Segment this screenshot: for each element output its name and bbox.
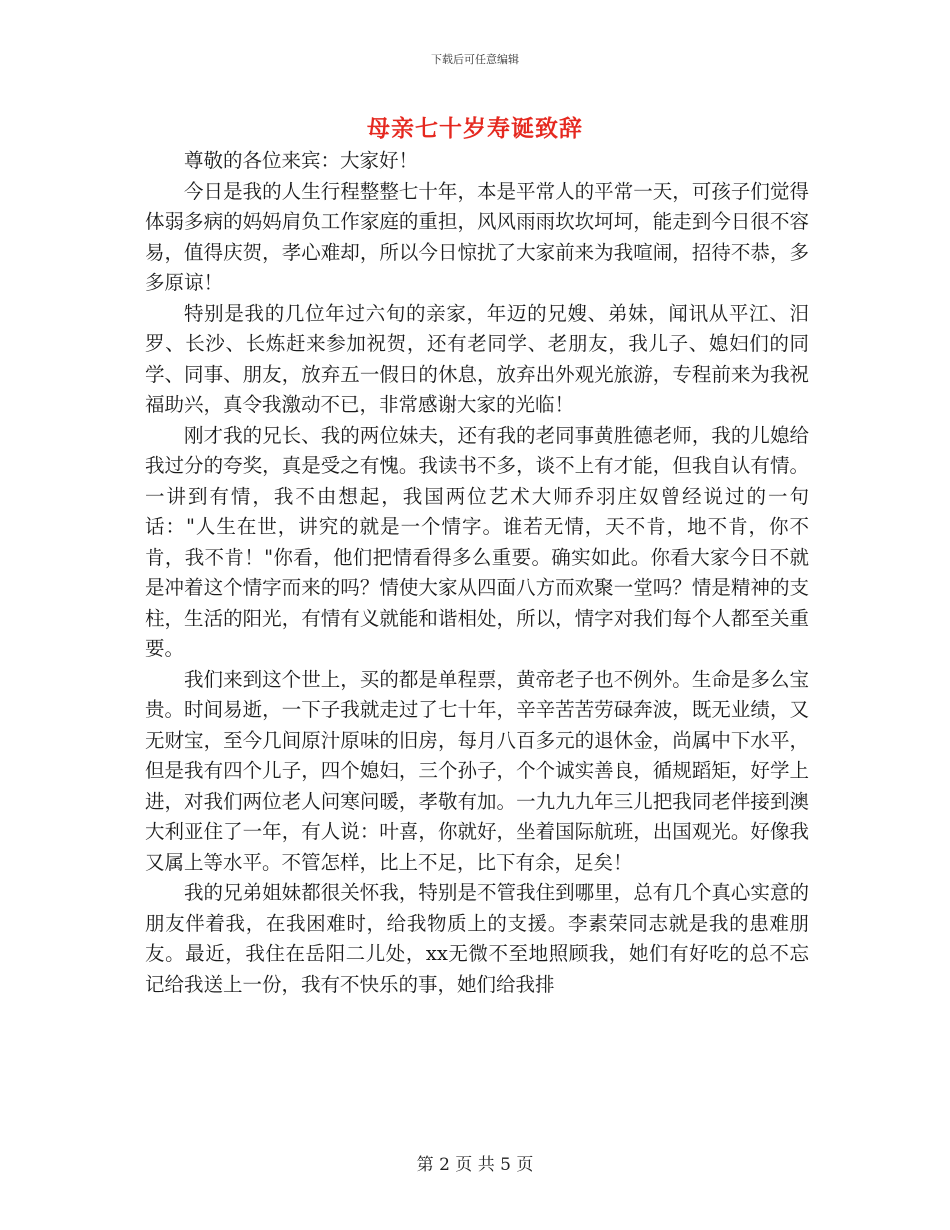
paragraph-greeting: 尊敬的各位来宾：大家好！: [184, 149, 419, 172]
paragraph: 特别是我的几位年过六旬的亲家，年迈的兄嫂、弟妹，闻讯从平江、汨罗、长沙、长炼赶来参加祝贺，还有老同学、老朋友，我儿子、媳妇们的同学、同事、朋友，放弃五一假日的休息，放弃出外观光旅游，专程前来为我祝福助兴，真令我激动不已，非常感谢大家的光临！: [145, 301, 809, 416]
paragraph: 我的兄弟姐妹都很关怀我，特别是不管我住到哪里，总有几个真心实意的朋友伴着我，在我困难时，给我物质上的支援。李素荣同志就是我的患难朋友。最近，我住在岳阳二儿处，xx无微不至地照顾我，她们有好吃的总不忘记给我送上一份，我有不快乐的事，她们给我排: [145, 881, 809, 996]
page-footer: 第 2 页 共 5 页: [416, 1155, 534, 1175]
header-note: 下载后可任意编辑: [431, 53, 519, 66]
paragraph: 刚才我的兄长、我的两位妹夫，还有我的老同事黄胜德老师，我的儿媳给我过分的夸奖，真是受之有愧。我读书不多，谈不上有才能，但我自认有情。一讲到有情，我不由想起，我国两位艺术大师乔羽庄奴曾经说过的一句话："人生在世，讲究的就是一个情字。谁若无情，天不肯，地不肯，你不肯，我不肯！"你看，他们把情看得多么重要。确实如此。你看大家今日不就是冲着这个情字而来的吗？情使大家从四面八方而欢聚一堂吗？情是精神的支柱，生活的阳光，有情有义就能和谐相处，所以，情字对我们每个人都至关重要。: [145, 423, 809, 660]
paragraph: 今日是我的人生行程整整七十年，本是平常人的平常一天，可孩子们觉得体弱多病的妈妈肩负工作家庭的重担，风风雨雨坎坎坷坷，能走到今日很不容易，值得庆贺，孝心难却，所以今日惊扰了大家前来为我喧闹，招待不恭，多多原谅！: [145, 179, 809, 294]
document-body: [145, 146, 809, 1000]
document-title: 母亲七十岁寿诞致辞: [367, 115, 583, 142]
paragraph: 我们来到这个世上，买的都是单程票，黄帝老子也不例外。生命是多么宝贵。时间易逝，一下子我就走过了七十年，辛辛苦苦劳碌奔波，既无业绩，又无财宝，至今几间原汁原味的旧房，每月八百多元的退休金，尚属中下水平，但是我有四个儿子，四个媳妇，三个孙子，个个诚实善良，循规蹈矩，好学上进，对我们两位老人问寒问暖，孝敬有加。一九九九年三儿把我同老伴接到澳大利亚住了一年，有人说：叶喜，你就好，坐着国际航班，出国观光。好像我又属上等水平。不管怎样，比上不足，比下有余，足矣！: [145, 667, 809, 874]
